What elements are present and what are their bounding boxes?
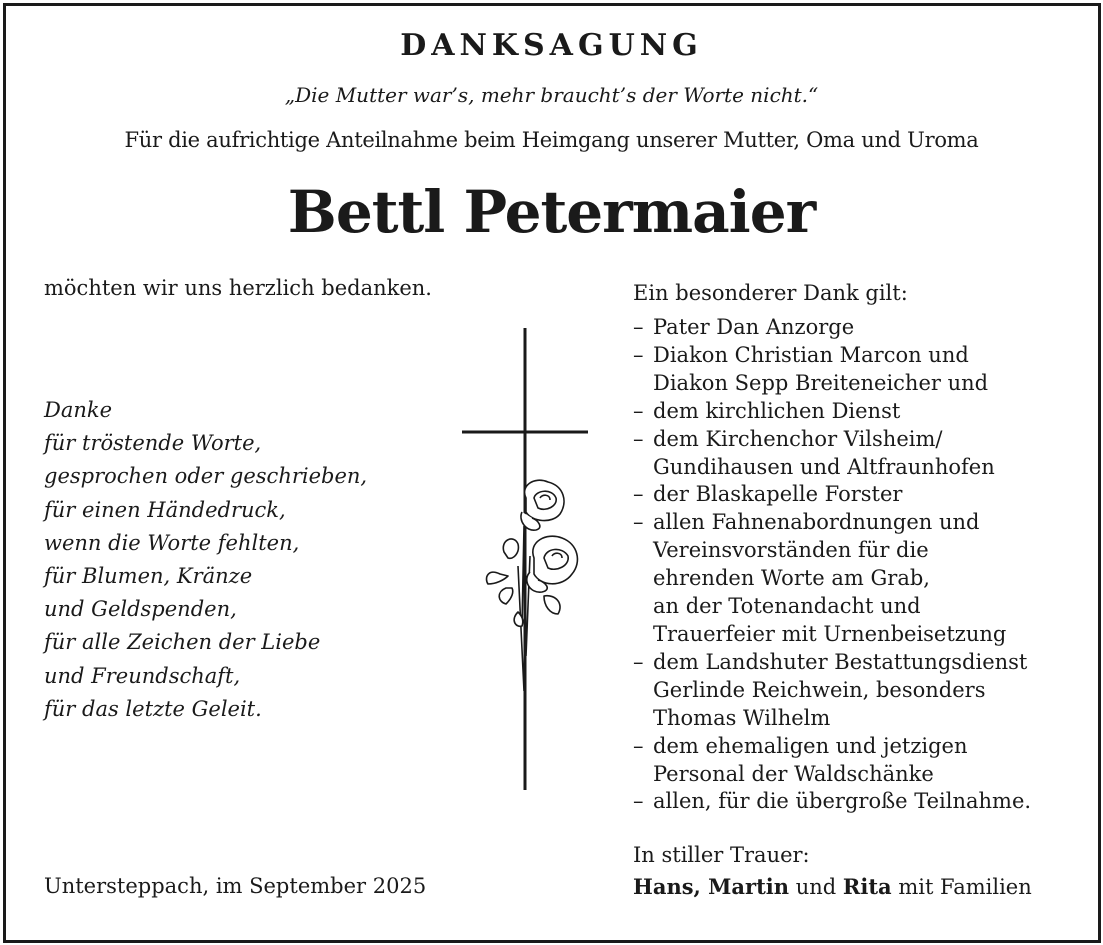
name-separator: , bbox=[693, 874, 709, 899]
list-item-line: Gerlinde Reichwein, besonders bbox=[653, 677, 986, 702]
poem-line: für einen Händedruck, bbox=[44, 497, 286, 522]
mourner-name: Martin bbox=[708, 874, 790, 899]
list-item-line: der Blaskapelle Forster bbox=[653, 482, 903, 507]
list-dash: – bbox=[633, 649, 644, 674]
list-item-line: Thomas Wilhelm bbox=[653, 705, 831, 730]
list-dash: – bbox=[633, 510, 644, 535]
list-dash: – bbox=[633, 426, 644, 451]
list-item-line: dem Kirchenchor Vilsheim/ bbox=[653, 426, 943, 451]
page-title: DANKSAGUNG bbox=[400, 28, 703, 63]
poem-line: für das letzte Geleit. bbox=[44, 696, 262, 721]
poem-line: für alle Zeichen der Liebe bbox=[44, 630, 321, 655]
list-item-line: dem Landshuter Bestattungsdienst bbox=[653, 649, 1028, 674]
list-item bbox=[633, 398, 1083, 426]
list-item-line: allen Fahnenabordnungen und bbox=[653, 510, 980, 535]
list-dash: – bbox=[633, 342, 644, 367]
list-item bbox=[633, 314, 1083, 342]
list-item bbox=[633, 733, 1083, 789]
list-item-line: dem kirchlichen Dienst bbox=[653, 398, 901, 423]
intro-text: Für die aufrichtige Anteilnahme beim Heimgang unserer Mutter, Oma und Uroma bbox=[124, 128, 979, 152]
mourner-name: Hans bbox=[633, 874, 694, 899]
mourners-suffix: mit Familien bbox=[891, 875, 1032, 899]
poem-line: gesprochen oder geschrieben, bbox=[44, 464, 368, 489]
list-dash: – bbox=[633, 482, 644, 507]
poem-line: für tröstende Worte, bbox=[44, 431, 262, 456]
list-item-line: Trauerfeier mit Urnenbeisetzung bbox=[653, 621, 1007, 646]
thanks-line: möchten wir uns herzlich bedanken. bbox=[44, 276, 432, 300]
list-item-line: Diakon Christian Marcon und bbox=[653, 342, 969, 367]
list-item-line: Pater Dan Anzorge bbox=[653, 315, 855, 339]
poem-line: für Blumen, Kränze bbox=[44, 564, 253, 589]
thanks-list bbox=[633, 314, 1083, 816]
mourners-signature bbox=[633, 874, 1032, 899]
mourner-name: Rita bbox=[842, 874, 892, 899]
list-item-line: allen, für die übergroße Teilnahme. bbox=[653, 789, 1032, 814]
list-item-line: dem ehemaligen und jetzigen bbox=[653, 733, 968, 758]
list-item bbox=[633, 342, 1083, 398]
list-item bbox=[633, 481, 1083, 509]
list-item bbox=[633, 426, 1083, 482]
poem-line: wenn die Worte fehlten, bbox=[44, 530, 300, 555]
epigraph-quote: „Die Mutter war’s, mehr braucht’s der Worte nicht.“ bbox=[284, 83, 819, 107]
list-item-line: Personal der Waldschänke bbox=[653, 761, 934, 786]
list-dash: – bbox=[633, 789, 644, 814]
poem-line: Danke bbox=[44, 398, 113, 422]
list-item-line: ehrenden Worte am Grab, bbox=[653, 566, 930, 591]
list-item-line: an der Totenandacht und bbox=[653, 594, 921, 619]
deceased-name: Bettl Petermaier bbox=[287, 178, 816, 246]
list-item bbox=[633, 509, 1083, 649]
special-thanks-heading: Ein besonderer Dank gilt: bbox=[633, 281, 908, 305]
list-item-line: Diakon Sepp Breiteneicher und bbox=[653, 370, 989, 395]
list-dash: – bbox=[633, 733, 644, 758]
list-dash: – bbox=[633, 398, 644, 423]
list-item-line: Vereinsvorständen für die bbox=[653, 538, 929, 563]
place-date: Untersteppach, im September 2025 bbox=[44, 874, 427, 898]
name-separator: und bbox=[789, 875, 843, 899]
list-item bbox=[633, 788, 1083, 816]
poem-line: und Freundschaft, bbox=[44, 663, 241, 688]
roses-icon bbox=[487, 480, 578, 691]
poem-line: und Geldspenden, bbox=[44, 597, 237, 622]
list-item bbox=[633, 649, 1083, 733]
list-item-line: Gundihausen und Altfraunhofen bbox=[653, 454, 995, 479]
list-dash: – bbox=[633, 315, 644, 339]
mourning-label: In stiller Trauer: bbox=[633, 843, 810, 867]
cross-icon bbox=[460, 326, 590, 797]
poem bbox=[44, 394, 367, 726]
